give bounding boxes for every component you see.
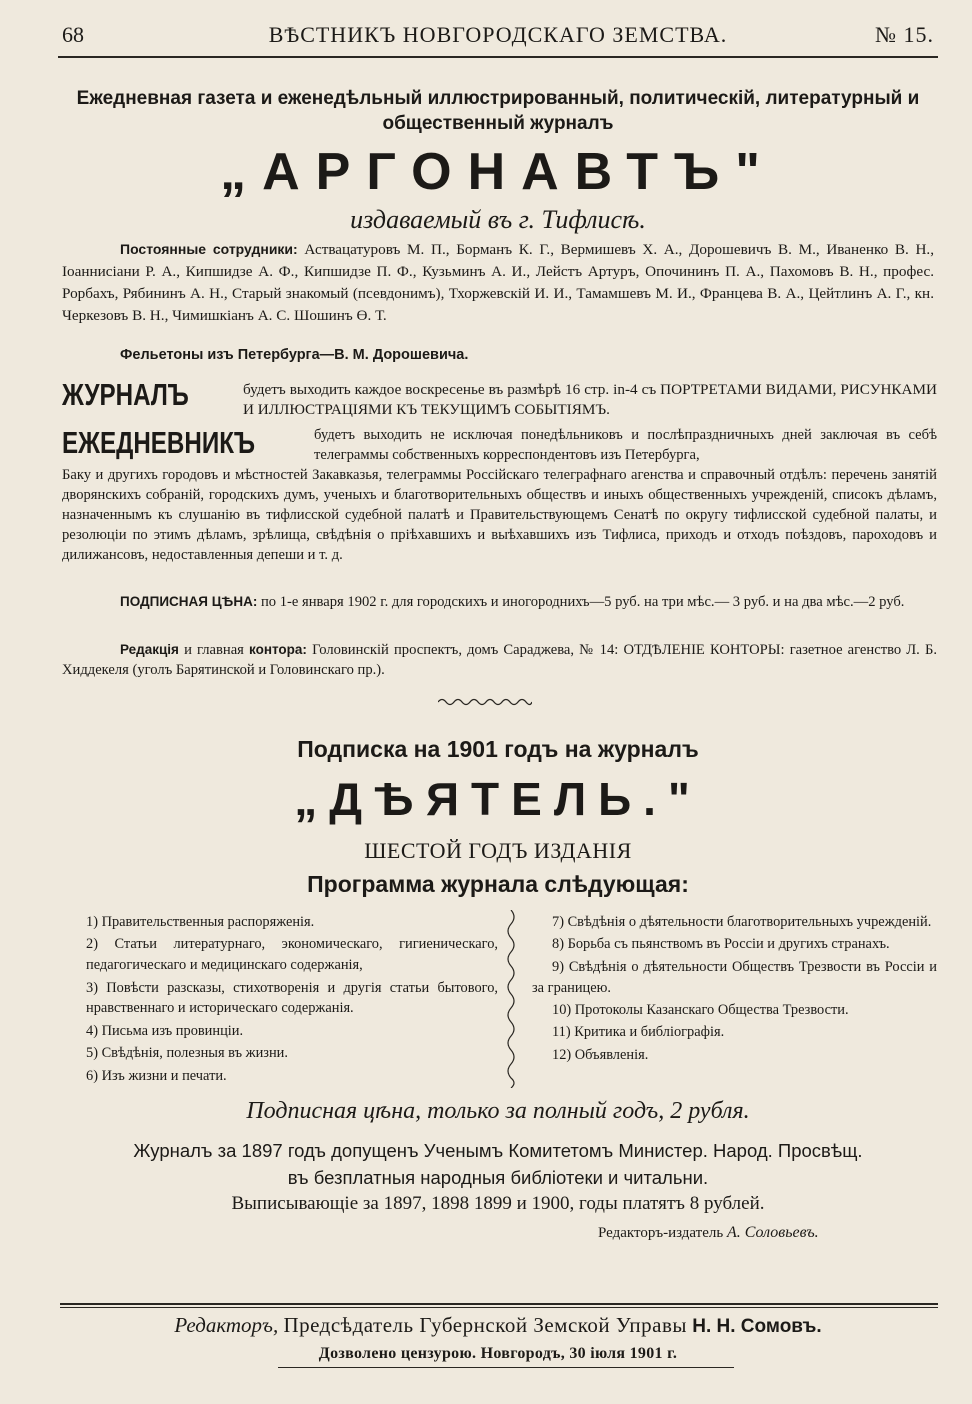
deyatel-allowed bbox=[62, 1137, 934, 1191]
argonaut-price bbox=[62, 592, 937, 612]
program-item: 9) Свѣдѣнія о дѣятельности Обществъ Трезвости въ Россіи и за границею. bbox=[532, 958, 937, 996]
deyatel-back-issues: Выписывающіе за 1897, 1898 1899 и 1900, годы платятъ 8 рублей. bbox=[231, 1193, 765, 1214]
program-item: 10) Протоколы Казанскаго Общества Трезвости. bbox=[552, 1001, 849, 1018]
censor-underline bbox=[278, 1367, 734, 1368]
staff-list: Аствацатуровъ М. П., Борманъ К. Г., Вермишевъ Х. А., Дорошевичъ В. М., Иваненко В. Н., Іоаннисіани Р. А., Кипшидзе А. Ф., Кипшидзе П. Ф., Кузьминъ А. И., Лейстъ Артуръ, Опочининъ П. А., Пахомовъ В. Н., профес. Рорбахъ, Рябининъ А. Н., Старый знакомый (псевдонимъ), Тхоржевскій И. И., Тамамшевъ М. И., Францева В. А., Цейтлинъ А. Г., кн. Черкезовъ В. Н., Чимишкіанъ А. С. Шошинъ Ө. Т. bbox=[62, 241, 935, 324]
program-item: 1) Правительственныя распоряженія. bbox=[86, 914, 315, 930]
footer-rule-thick bbox=[60, 1303, 938, 1305]
program-item: 8) Борьба съ пьянствомъ въ Россіи и другихъ странахъ. bbox=[552, 936, 890, 953]
program-item: 4) Письма изъ провинціи. bbox=[86, 1022, 244, 1039]
periodical-title: ВѢСТНИКЪ НОВГОРОДСКАГО ЗЕМСТВА. bbox=[268, 22, 728, 47]
issue-number: № 15. bbox=[875, 22, 934, 47]
program-item: 6) Изъ жизни и печати. bbox=[86, 1067, 227, 1084]
deyatel-price: Подписная цѣна, только за полный годъ, 2 рубля. bbox=[246, 1098, 750, 1124]
argonaut-feuilletons: Фельетоны изъ Петербурга—В. М. Дорошевича. bbox=[120, 347, 469, 363]
program-item: 7) Свѣдѣнія о дѣятельности благотворительныхъ учрежденій. bbox=[552, 914, 932, 930]
argonaut-intro-line2: общественный журналъ bbox=[382, 113, 614, 134]
staff-label: Постоянные сотрудники: bbox=[120, 241, 298, 257]
program-item: 2) Статьи литературнаго, экономическаго, гигиеническаго, педагогическаго и медицинскаго содержанія, bbox=[86, 936, 498, 974]
publisher-label: Редакторъ-издатель bbox=[598, 1225, 724, 1241]
allowed-line1: Журналъ за 1897 годъ допущенъ Ученымъ Комитетомъ Министер. Народ. Просвѣщ. bbox=[133, 1140, 863, 1161]
daily-word: ЕЖЕДНЕВНИКЪ bbox=[62, 425, 256, 460]
footer-editor bbox=[62, 1313, 934, 1338]
footer-rule-thin bbox=[60, 1307, 938, 1308]
program-left-column bbox=[86, 912, 498, 1088]
journal-word: ЖУРНАЛЪ bbox=[62, 377, 189, 412]
editorial-text: Головинскій проспектъ, домъ Сараджева, № 14: ОТДѢЛЕНІЕ КОНТОРЫ: газетное агенство Л. Б. Хиддекеля (уголъ Барятинской и Головинскаго пр.). bbox=[62, 642, 937, 678]
deyatel-publisher bbox=[598, 1224, 819, 1242]
header-rule bbox=[58, 56, 938, 58]
argonaut-intro-line1: Ежедневная газета и еженедѣльный иллюстрированный, политическій, литературный и bbox=[76, 88, 920, 109]
editorial-label: Редакція bbox=[120, 642, 179, 657]
deyatel-year: ШЕСТОЙ ГОДЪ ИЗДАНІЯ bbox=[364, 838, 632, 863]
argonaut-editorial bbox=[62, 640, 937, 680]
program-item: 5) Свѣдѣнія, полезныя въ жизни. bbox=[86, 1045, 288, 1062]
deyatel-subscription: Подписка на 1901 годъ на журналъ bbox=[297, 736, 699, 762]
daily-text-first: будетъ выходить не исключая понедѣльниковъ и послѣпраздничныхъ дней заключая въ себѣ телеграммы собственныхъ корреспондентовъ изъ Петербурга, bbox=[314, 427, 937, 463]
allowed-line2: въ безплатныя народныя библіотеки и читальни. bbox=[287, 1167, 709, 1188]
censor-note: Дозволено цензурою. Новгородъ, 30 іюля 1901 г. bbox=[318, 1345, 678, 1362]
journal-text: будетъ выходить каждое воскресенье въ размѣрѣ 16 стр. in-4 съ ПОРТРЕТАМИ ВИДАМИ, РИСУНКАМИ И ИЛЛЮСТРАЦІЯМИ КЪ ТЕКУЩИМЪ СОБЫТІЯМЪ. bbox=[243, 381, 937, 418]
deyatel-program: Программа журнала слѣдующая: bbox=[307, 871, 689, 897]
publisher-name: А. Соловьевъ. bbox=[726, 1224, 819, 1241]
editorial-mid: и главная bbox=[184, 642, 244, 658]
daily-text-rest: Баку и другихъ городовъ и мѣстностей Закавказья, телеграммы Россійскаго телеграфнаго агенства и справочный отдѣлъ: перечень занятій дворянскихъ собраній, городскихъ думъ, ученыхъ и благотворительныхъ обществъ и иныхъ общественныхъ учрежденій, списокъ дѣламъ, назначеннымъ къ слушанію въ тифлисской судебной палатѣ и Правительствующемъ Сенатѣ по округу тифлисской судебной палаты, и резолюціи по этимъ дѣламъ, зрѣлища, свѣдѣнія о пріѣхавшихъ и выѣхавшихъ изъ Тифлиса, приходъ и отходъ поѣздовъ, пароходовъ и дилижансовъ, недоставленныя депеши и т. д. bbox=[62, 467, 937, 563]
argonaut-staff bbox=[62, 238, 934, 327]
wave-ornament bbox=[438, 697, 532, 707]
editor-text: Предсѣдатель Губернской Земской Управы bbox=[283, 1313, 687, 1337]
running-header bbox=[62, 22, 934, 52]
argonaut-intro bbox=[62, 86, 934, 136]
program-item: 12) Объявленія. bbox=[552, 1046, 649, 1063]
price-label: ПОДПИСНАЯ ЦѢНА: bbox=[120, 594, 258, 609]
deyatel-title: „ДѢЯТЕЛЬ." bbox=[294, 773, 702, 825]
editor-name: Н. Н. Сомовъ. bbox=[692, 1316, 822, 1337]
price-text: по 1-е января 1902 г. для городскихъ и иногороднихъ—5 руб. на три мѣс.— 3 руб. и на два мѣс.—2 руб. bbox=[261, 594, 905, 610]
page-number: 68 bbox=[62, 22, 84, 47]
editor-label: Редакторъ, bbox=[174, 1313, 279, 1337]
editorial-label2: контора: bbox=[249, 642, 307, 657]
argonaut-title: „АРГОНАВТЪ" bbox=[220, 143, 776, 201]
argonaut-published: издаваемый въ г. Тифлисѣ. bbox=[350, 205, 646, 234]
column-divider-ornament bbox=[504, 910, 518, 1088]
program-right-column bbox=[532, 912, 937, 1067]
program-item: 3) Повѣсти разсказы, стихотворенія и другія статьи бытового, нравственнаго и историческаго содержанія. bbox=[86, 979, 498, 1017]
program-item: 11) Критика и библіографія. bbox=[552, 1024, 725, 1041]
